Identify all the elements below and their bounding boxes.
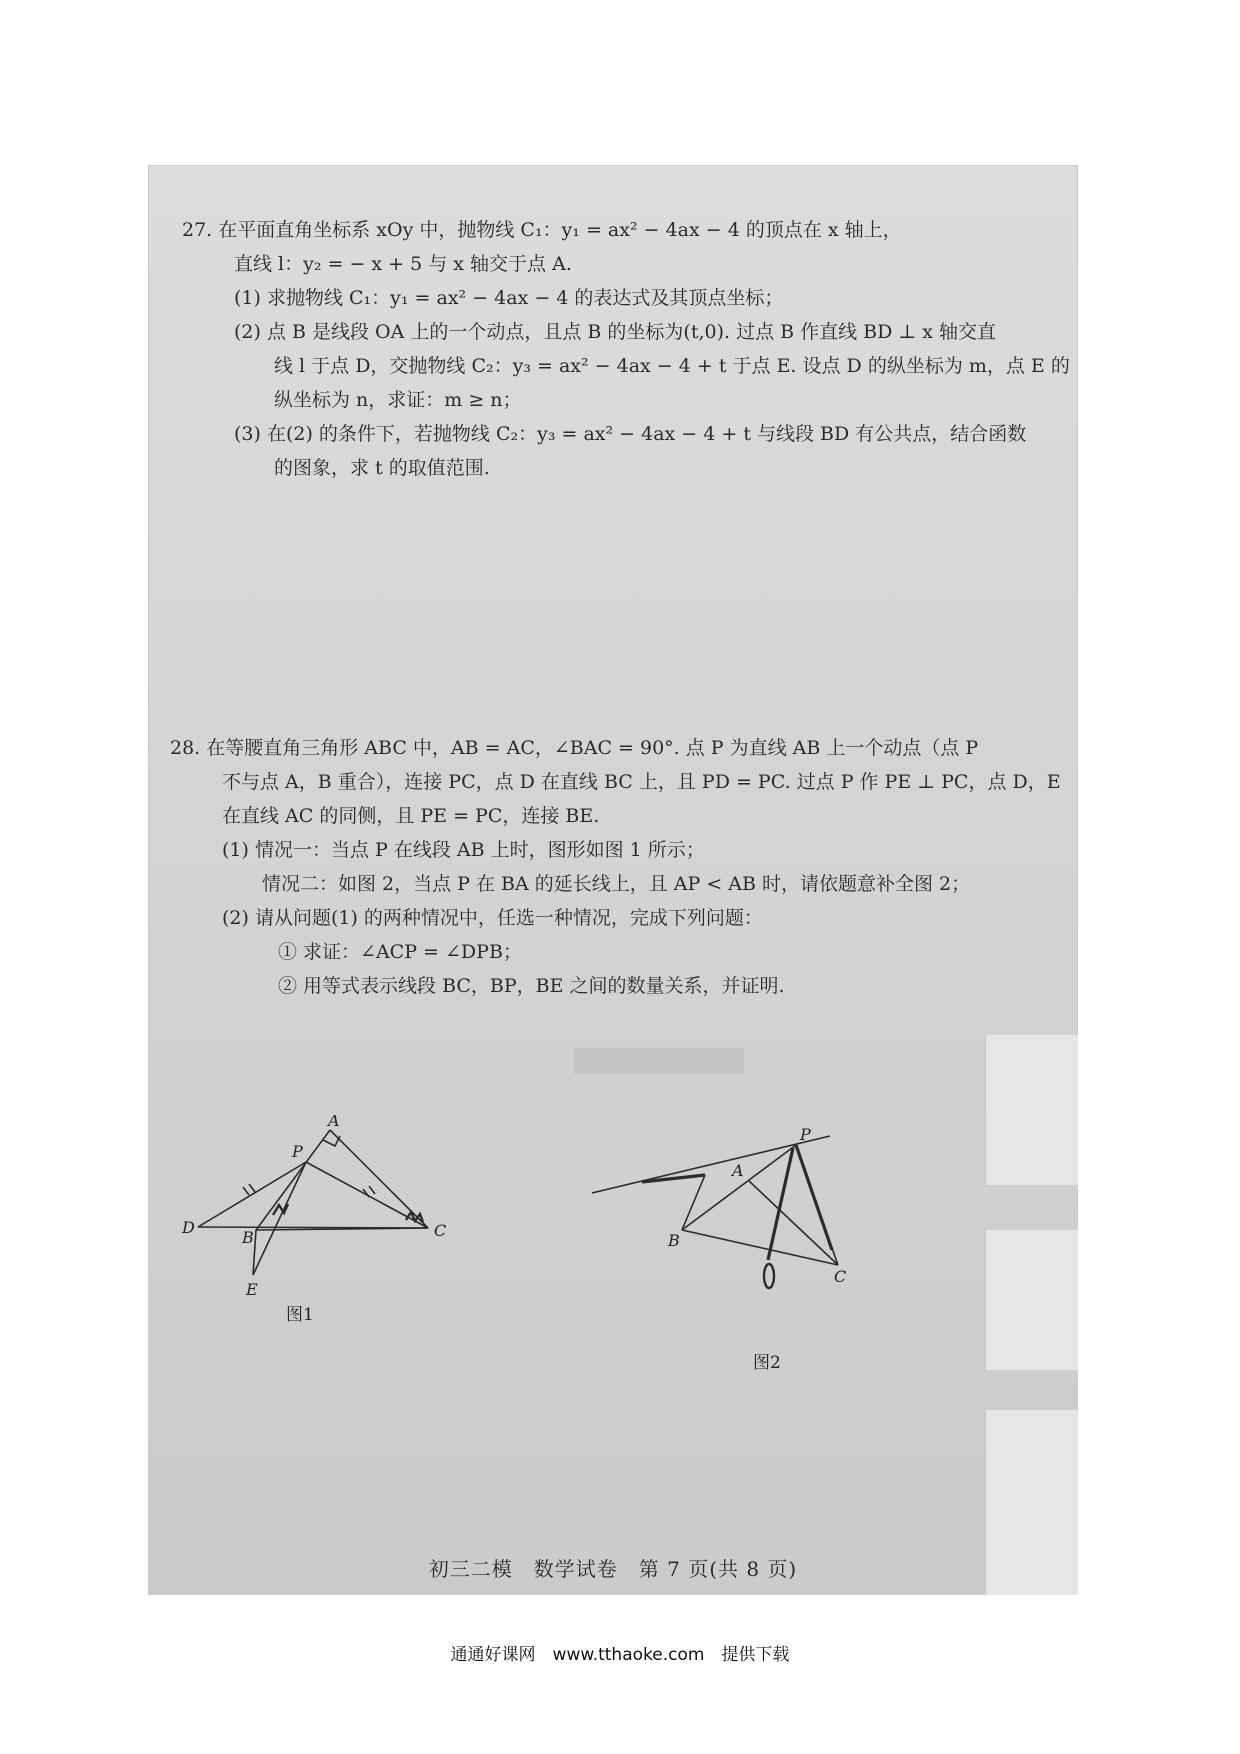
fig1-label-E: E: [246, 1280, 258, 1299]
fig2-label-P: P: [800, 1125, 811, 1144]
figure-1: [178, 1115, 478, 1325]
fig1-segment-PE: [253, 1162, 306, 1275]
page-footer: 初三二模 数学试卷 第 7 页(共 8 页): [428, 1557, 798, 1581]
q27-part3-line1: (3) 在(2) 的条件下，若抛物线 C₂：y₃ = ax² − 4ax − 4 + t 与线段 BD 有公共点，结合函数: [234, 423, 1027, 445]
q28-part2-sub1: ① 求证：∠ACP = ∠DPB；: [278, 941, 522, 963]
fig1-segment-AC: [330, 1130, 428, 1228]
blurred-region: [574, 1048, 744, 1074]
fig2-label-B: B: [668, 1231, 680, 1250]
fig1-label-D: D: [182, 1218, 195, 1237]
fig2-segment-AC: [748, 1180, 838, 1265]
q28-stem-line1: 28. 在等腰直角三角形 ABC 中，AB = AC，∠BAC = 90°. 点 P 为直线 AB 上一个动点（点 P: [170, 737, 979, 759]
fig2-label-A: A: [732, 1161, 744, 1180]
fig1-tick-mark: [249, 1184, 255, 1192]
adjacent-page-strip: [985, 1035, 1078, 1185]
download-note: 通通好课网 www.tthaoke.com 提供下载: [450, 1645, 790, 1665]
fig1-label-B: B: [242, 1228, 254, 1247]
fig2-label-C: C: [834, 1267, 847, 1286]
q27-stem-line1: 27. 在平面直角坐标系 xOy 中，抛物线 C₁：y₁ = ax² − 4ax − 4 的顶点在 x 轴上，: [182, 219, 902, 241]
fig1-label-C: C: [434, 1221, 447, 1240]
q27-stem-line2: 直线 l：y₂ = − x + 5 与 x 轴交于点 A.: [234, 253, 572, 275]
q28-part2-sub2: ② 用等式表示线段 BC，BP，BE 之间的数量关系，并证明.: [278, 975, 785, 997]
q27-part2-line1: (2) 点 B 是线段 OA 上的一个动点，且点 B 的坐标为(t,0). 过点 B 作直线 BD ⊥ x 轴交直: [234, 321, 997, 343]
fig2-segment-BC: [682, 1230, 838, 1265]
fig2-drawn-PD: [768, 1148, 793, 1260]
fig2-drawn-PE: [796, 1145, 832, 1250]
fig1-segment-PD: [198, 1162, 306, 1227]
exam-page-photo: [148, 165, 1078, 1595]
q28-part1-line2: 情况二：如图 2，当点 P 在 BA 的延长线上，且 AP < AB 时，请依题意补全图 2；: [262, 873, 971, 895]
fig2-line-AB-extended: [592, 1136, 830, 1193]
fig1-label-A: A: [328, 1115, 340, 1130]
q28-stem-line2: 不与点 A，B 重合），连接 PC，点 D 在直线 BC 上，且 PD = PC. 过点 P 作 PE ⊥ PC，点 D，E: [222, 771, 1061, 793]
q28-part1-line1: (1) 情况一：当点 P 在线段 AB 上时，图形如图 1 所示；: [222, 839, 705, 861]
question-28: [148, 731, 1078, 1003]
q27-part2-line2: 线 l 于点 D，交抛物线 C₂：y₃ = ax² − 4ax − 4 + t 于点 E. 设点 D 的纵坐标为 m，点 E 的: [274, 355, 1070, 377]
q28-stem-line3: 在直线 AC 的同侧，且 PE = PC，连接 BE.: [222, 805, 600, 827]
adjacent-page-strip: [985, 1230, 1078, 1370]
q27-part3-line2: 的图象，求 t 的取值范围.: [274, 457, 490, 479]
fig2-caption: 图2: [753, 1353, 781, 1373]
q27-part1: (1) 求抛物线 C₁：y₁ = ax² − 4ax − 4 的表达式及其顶点坐标；: [234, 287, 784, 309]
q28-part2-line1: (2) 请从问题(1) 的两种情况中，任选一种情况，完成下列问题：: [222, 907, 763, 929]
fig1-label-P: P: [292, 1142, 303, 1161]
q27-part2-line3: 纵坐标为 n，求证：m ≥ n；: [274, 389, 522, 411]
question-27: [148, 213, 1078, 485]
fig1-segment-DC: [198, 1227, 428, 1228]
figure-2: [588, 1100, 918, 1380]
fig1-caption: 图1: [286, 1305, 314, 1325]
fig2-drawn-point-D: [764, 1264, 774, 1288]
fig1-tick-mark: [243, 1187, 249, 1195]
fig1-tick-mark: [369, 1186, 375, 1194]
